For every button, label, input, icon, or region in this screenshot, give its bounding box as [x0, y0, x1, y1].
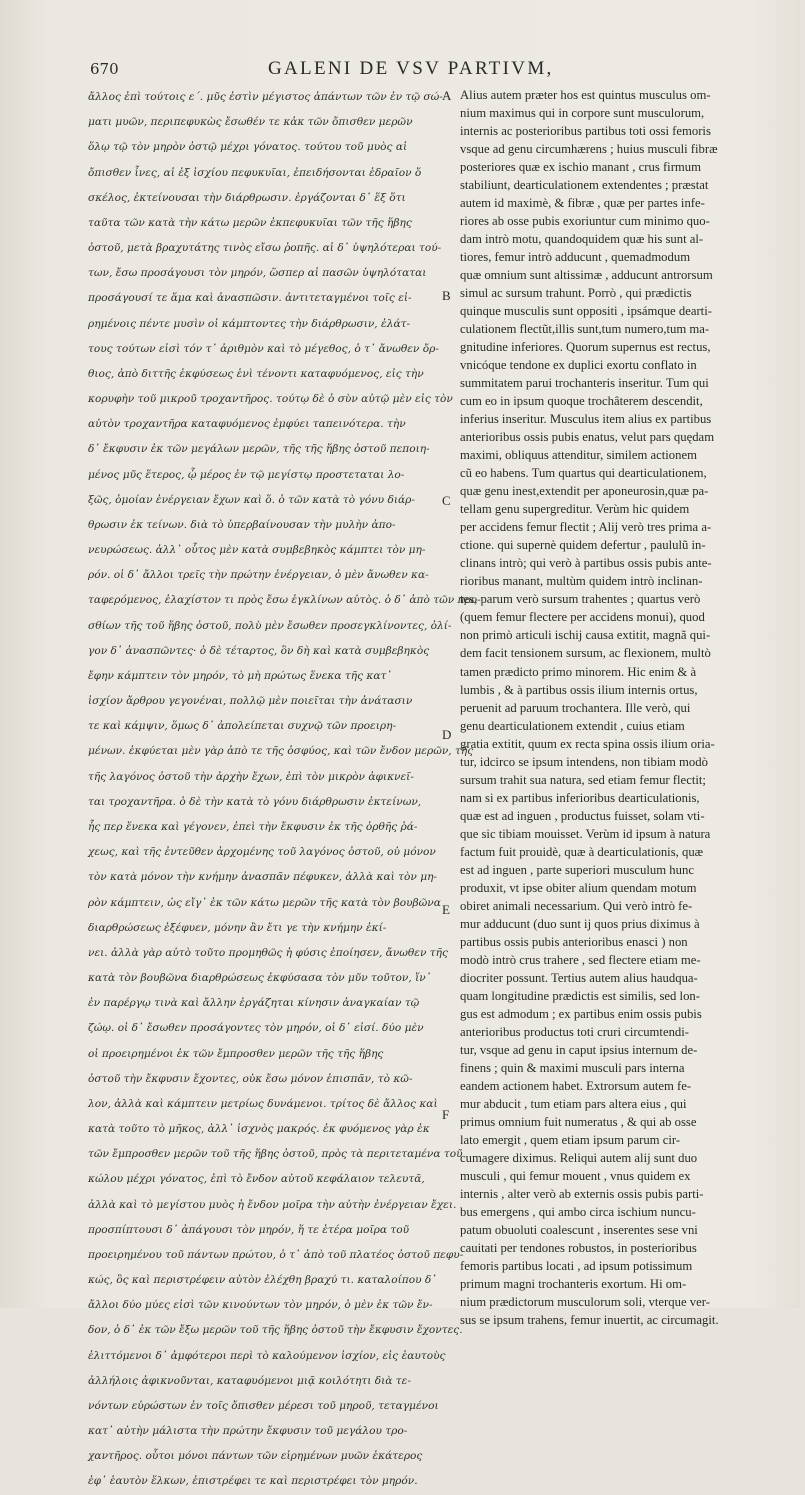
greek-text-line: κορυφὴν τοῦ μικροῦ τροχαντῆρος. τούτῳ δὲ ὁ σὺν αὐτῷ μὲν εἰς τὸν	[88, 393, 453, 406]
latin-text-line: vnicóque tendone ex duplici exortu conflato in	[460, 358, 697, 373]
latin-text-line: clinans intrò; qui verò à partibus ossis pubis ante-	[460, 556, 712, 571]
greek-text-line: κατὰ τοῦτο τὸ μῆκος, ἀλλ᾽ ἰσχνὸς μακρός. ἐκ φυόμενος γὰρ ἐκ	[88, 1123, 430, 1136]
greek-text-line: ὅλῳ τῷ τὸν μηρὸν ὀστῷ μέχρι γόνατος. τούτου τοῦ μυὸς αἱ	[88, 141, 408, 154]
latin-text-line: cauitati per tendones robustos, in posterioribus	[460, 1241, 697, 1255]
latin-text-line: inferius inseritur. Musculus item alius ex partibus	[460, 412, 712, 427]
latin-text-line: peruenit ad paruum trochantera. Ille verò, qui	[460, 700, 691, 715]
latin-text-line: lato emergit , quem etiam ipsum parum cir-	[460, 1132, 681, 1147]
greek-text-line: των, ἔσω προσάγουσι τὸν μηρόν, ὥσπερ αἱ πασῶν ὑψηλόταται	[88, 267, 427, 280]
greek-text-line: νόντων εὐρώστων ἐν τοῖς ὄπισθεν μέρεσι τοῦ μηροῦ, τεταγμένοι	[88, 1399, 439, 1412]
greek-text-line: νει. ἀλλὰ γὰρ αὐτὸ τοῦτο προμηθῶς ἡ φύσις ἐποίησεν, ἄνωθεν τῆς	[88, 946, 448, 959]
latin-text-line: patum obuoluti coalescunt , inserentes sese vni	[460, 1222, 698, 1237]
margin-marker-a: A	[442, 88, 452, 103]
latin-text-line: quæ est ad inguen , productus fuisset, solam vti-	[460, 808, 705, 823]
greek-text-line: κατ᾽ αὐτὴν μάλιστα τὴν πρώτην ἔκφυσιν τοῦ μεγάλου τρο-	[88, 1425, 408, 1438]
latin-text-line: anterioribus productus toti cruri circumtendi-	[460, 1024, 690, 1039]
margin-marker-b: B	[442, 288, 451, 303]
latin-text-line: genu dearticulationem extendit , cuius etiam	[460, 718, 685, 733]
latin-text-line: tur, idcirco se ipsum intendens, non tibiam modò	[460, 754, 708, 769]
greek-text-line: γον δ᾽ ἀνασπῶντες· ὁ δὲ τέταρτος, ὃν δὴ καὶ κατὰ συμβεβηκὸς	[88, 644, 430, 657]
latin-text-line: que sic tibiam mouisset. Verùm id ipsum à natura	[460, 826, 711, 841]
greek-text-line: χαντῆρος. οὗτοι μόνοι πάντων τῶν εἰρημένων μυῶν ἑκάτερος	[88, 1450, 423, 1463]
latin-text-line: primum magni trochanteris exortum. Hi om-	[460, 1277, 687, 1292]
margin-marker-e: E	[442, 902, 450, 917]
latin-text-line: anterioribus ossis pubis enatus, velut pars quędam	[460, 430, 715, 445]
latin-text-line: riores ab osse pubis exoriuntur cum minimo quo-	[460, 214, 710, 229]
greek-text-line: τῶν ἔμπροσθεν μερῶν τοῦ τῆς ἥβης ὀστοῦ, πρὸς τὰ περιτεταμένα τοῦ	[88, 1148, 463, 1161]
greek-text-line: προσάγουσί τε ἅμα καὶ ἀνασπῶσιν. ἀντιτεταγμένοι τοῖς εἰ-	[88, 292, 412, 305]
greek-text-line: μένων. ἐκφύεται μὲν γὰρ ἀπὸ τε τῆς ὀσφύος, καὶ τῶν ἔνδον μερῶν, τῆς	[88, 745, 474, 758]
greek-text-line: ξῶς, ὁμοίαν ἐνέργειαν ἔχων καὶ ὅ. ὁ τῶν κατὰ τὸ γόνυ διάρ-	[88, 493, 415, 506]
latin-text-line: tes, parum verò sursum trahentes ; quartus verò	[460, 592, 701, 607]
latin-text-line: posteriores quæ ex ischio manant , crus firmum	[460, 160, 702, 175]
latin-text-line: tellam genu supergreditur. Verùm hic quidem	[460, 502, 690, 517]
latin-text-line: est ad inguen , parte superiori musculum hunc	[460, 862, 694, 877]
greek-text-line: ἐλιττόμενοι δ᾽ ἀμφότεροι περὶ τὸ καλούμενον ἰσχίον, εἰς ἑαυτοὺς	[88, 1349, 446, 1362]
latin-text-line: cum eo in ipsum quoque trochâterem descendit,	[460, 394, 703, 409]
greek-text-line: θιος, ἀπὸ διττῆς ἐκφύσεως ἑνὶ τένοντι καταφυόμενος, εἰς τὴν	[88, 367, 424, 380]
greek-text-line: χεως, καὶ τῆς ἐντεῦθεν ἀρχομένης τοῦ λαγόνος ὀστοῦ, οὐ μόνον	[88, 846, 436, 859]
margin-marker-c: C	[442, 493, 451, 508]
greek-text-line: ἄλλοι δύο μύες εἰσὶ τῶν κινούντων τὸν μηρόν, ὁ μὲν ἐκ τῶν ἔν-	[88, 1299, 433, 1312]
latin-text-line: sursum trahit sua natura, sed etiam femur flectit;	[460, 772, 706, 787]
latin-text-column	[460, 86, 805, 1329]
greek-text-line: θρωσιν ἐκ τείνων. διὰ τὸ ὑπερβαίνουσαν τὴν μυλὴν ἀπο-	[88, 518, 396, 531]
latin-text-line: autem id maximè, & fibræ , quæ per partes infe-	[460, 196, 705, 211]
latin-text-line: gus est admodum ; ex partibus enim ossis pubis	[460, 1006, 702, 1021]
greek-text-line: ρημένοις πέντε μυσὶν οἱ κάμπτοντες τὴν διάρθρωσιν, ἐλάτ-	[88, 317, 411, 330]
greek-text-line: ταφερόμενος, ἐλαχίστον τι πρὸς ἔσω ἐγκλίνων αὐτὸς. ὁ δ᾽ ἀπὸ τῶν προ-	[88, 594, 481, 607]
greek-text-line: διαρθρώσεως ἐξέφυεν, μόνην ἂν ἔτι γε τὴν κνήμην ἐκί-	[88, 921, 387, 934]
greek-text-line: ἀλλήλοις ἀφικνοῦνται, καταφυόμενοι μιᾷ κοιλότητι διὰ τε-	[88, 1374, 411, 1387]
latin-text-line: mur abducit , tum etiam pars altera eius , qui	[460, 1096, 687, 1111]
latin-text-line: musculi , qui femur mouent , vnus quidem ex	[460, 1168, 691, 1183]
greek-text-line: κατὰ τὸν βουβῶνα διαρθρώσεως ἐκφύσασα τὸν μῦν τοῦτον, ἵν᾽	[88, 972, 431, 985]
page-number: 670	[90, 60, 119, 78]
greek-text-line: ὀστοῦ, μετὰ βραχυτάτης τινὸς εἴσω ῥοπῆς. αἱ δ᾽ ὑψηλότεραι τού-	[88, 242, 442, 255]
latin-text-line: obiret animali necessarium. Qui verò intrò fe-	[460, 898, 693, 913]
latin-text-line: quæ omnium sunt altissimæ , adducunt antrorsum	[460, 268, 713, 283]
greek-text-column	[88, 85, 481, 1495]
greek-text-line: οἱ προειρημένοι ἐκ τῶν ἔμπροσθεν μερῶν τῆς τῆς ἥβης	[88, 1047, 384, 1060]
latin-text-line: bus emergens , qui ambo circa ischium nuncu-	[460, 1204, 696, 1219]
greek-text-line: ἧς περ ἕνεκα καὶ γέγονεν, ἐπεὶ τὴν ἔκφυσιν ἐκ τῆς ὀρθῆς ῥά-	[88, 820, 418, 833]
greek-text-line: σθίων τῆς τοῦ ἥβης ὀστοῦ, πολὺ μὲν ἔσωθεν προσεγκλίνοντες, ὀλί-	[88, 619, 452, 632]
latin-text-line: culationem flectũt,illis sunt,tum numero,tum ma-	[460, 322, 710, 337]
latin-text-line: produxit, vt ipse obiter alium quendam motum	[460, 880, 697, 895]
latin-text-line: gratia extitit, quum ex recta spina ossis ilium oria-	[460, 736, 715, 751]
margin-marker-f: F	[442, 1107, 450, 1122]
latin-text-line: modò intrò crus trahere , sed flectere etiam me-	[460, 952, 701, 967]
latin-text-line: nam si ex partibus inferioribus dearticulationis,	[460, 790, 700, 805]
margin-marker-d: D	[442, 727, 452, 742]
latin-text-line: dem facit tensionem sursum, ac flexionem, multò	[460, 646, 711, 661]
latin-text-line: eandem actionem habet. Extrorsum autem fe-	[460, 1078, 692, 1093]
greek-text-line: ἀλλὰ καὶ τὸ μεγίστου μυὸς ἡ ἔνδον μοῖρα τὴν αὐτὴν ἐνέργειαν ἔχει.	[88, 1198, 457, 1211]
greek-text-line: προειρημένου τοῦ πάντων πρώτου, ὁ τ᾽ ἀπὸ τοῦ πλατέος ὀστοῦ πεφυ-	[88, 1248, 464, 1261]
greek-text-line: τὸν κατὰ μόνον τὴν κνήμην ἀνασπᾶν πέφυκεν, ἀλλὰ καὶ τὸν μη-	[88, 871, 438, 884]
greek-text-line: ζώῳ. οἱ δ᾽ ἔσωθεν προσάγοντες τὸν μηρόν, οἱ δ᾽ εἰσί. δύο μὲν	[88, 1022, 424, 1035]
latin-text-line: cumagere diximus. Reliqui autem alij sunt duo	[460, 1150, 698, 1165]
latin-text-line: non primò articuli ischij causa extitit, magnã qui-	[460, 628, 711, 643]
latin-text-line: nium prædictorum musculorum soli, vterque ver-	[460, 1295, 710, 1310]
greek-text-line: προσπίπτουσι δ᾽ ἀπάγουσι τὸν μηρόν, ἥ τε ἑτέρα μοῖρα τοῦ	[88, 1223, 410, 1236]
latin-text-line: summitatem parui trochanteris inseritur. Tum qui	[460, 376, 709, 391]
latin-text-line: maximi, obliquus attenditur, similem actionem	[460, 448, 697, 463]
greek-text-line: ρόν. οἱ δ᾽ ἄλλοι τρεῖς τὴν πρώτην ἐνέργειαν, ὁ μὲν ἄνωθεν κα-	[88, 569, 429, 582]
latin-text-line: internis , alter verò ab externis ossis pubis parti-	[460, 1186, 704, 1201]
greek-text-line: ὄπισθεν ἶνες, αἱ ἐξ ἰσχίου πεφυκυῖαι, ἐπειδήσονται ἑδραῖον ὅ	[88, 166, 422, 179]
greek-text-line: δ᾽ ἔκφυσιν ἐκ τῶν μεγάλων μερῶν, τῆς τῆς ἥβης ὀστοῦ πεποιη-	[88, 443, 430, 456]
latin-text-line: ctione. qui supernè quidem defertur , paululũ in-	[460, 538, 706, 553]
latin-text-line: sus se ipsum trahens, femur inuertit, ac circumagit.	[460, 1313, 719, 1328]
latin-text-line: Alius autem præter hos est quintus musculus om-	[460, 88, 711, 102]
latin-text-line: rioribus manant, multùm quidem intrò inclinan-	[460, 574, 703, 589]
greek-text-line: ματι μυῶν, περιπεφυκὼς ἔσωθέν τε κἀκ τῶν ὄπισθεν μερῶν	[88, 116, 413, 129]
greek-text-line: ταῦτα τῶν κατὰ τὴν κάτω μερῶν ἐκπεφυκυῖαι τῶν τῆς ἥβης	[88, 216, 412, 229]
greek-text-line: τῆς λαγόνος ὀστοῦ τὴν ἀρχὴν ἔχων, ἐπὶ τὸν μικρὸν ἀφικνεῖ-	[88, 770, 414, 783]
latin-text-line: nium maximus qui in corpore sunt musculorum,	[460, 106, 705, 121]
latin-text-line: cũ eo habens. Tum quartus qui dearticulationem,	[460, 466, 707, 481]
latin-text-line: (quem femur flectere per accidens monui), quod	[460, 610, 705, 625]
greek-text-line: σκέλος, ἐκτείνουσαι τὴν διάρθρωσιν. ἐργάζονται δ᾽ ἕξ ὅτι	[88, 191, 406, 204]
greek-text-line: νευρώσεως. ἀλλ᾽ οὗτος μὲν κατὰ συμβεβηκὸς κάμπτει τὸν μη-	[88, 544, 426, 557]
greek-text-line: ἔφην κάμπτειν τὸν μηρόν, τὸ μὴ πρώτως ἕνεκα τῆς κατ᾽	[88, 669, 392, 682]
greek-text-line: αὐτὸν τροχαντῆρα καταφυόμενος ἐμφύει ταπεινότερα. τὴν	[88, 418, 406, 431]
latin-text-line: finens ; quin & maximi musculi pars interna	[460, 1060, 685, 1075]
latin-text-line: dam intrò motu, quandoquidem quæ his sunt al-	[460, 232, 704, 247]
greek-text-line: κώς, ὃς καὶ περιστρέφειν αὐτὸν ἐλέχθη βραχύ τι. καταλοίπου δ᾽	[88, 1274, 437, 1287]
latin-text-line: vsque ad genu circumhærens ; huius musculi fibræ	[460, 142, 718, 157]
greek-text-line: λον, ἀλλὰ καὶ κάμπτειν μετρίως δυνάμενοι. τρίτος δὲ ἄλλος καὶ	[88, 1097, 438, 1110]
latin-text-line: quæ genu inest,extendit per aponeurosin,quæ pa-	[460, 484, 709, 499]
greek-text-line: ται τροχαντῆρα. ὁ δὲ τὴν κατὰ τὸ γόνυ διάρθρωσιν ἐκτείνων,	[88, 795, 422, 808]
latin-text-line: partibus ossis pubis anterioribus enasci ) non	[460, 934, 688, 949]
greek-text-line: ρὸν κάμπτειν, ὡς εἴγ᾽ ἐκ τῶν κάτω μερῶν τῆς κατὰ τὸν βουβῶνα	[88, 896, 441, 909]
latin-text-line: gnitudine inferiores. Quorum supernus est rectus,	[460, 340, 711, 355]
latin-text-line: diocriter possunt. Tertius autem alius haudqua-	[460, 970, 698, 985]
latin-text-line: tur, vsque ad genu in caput ipsius internum de-	[460, 1042, 698, 1057]
latin-text-line: simul ac sursum trahunt. Porrò , qui prædictis	[460, 286, 692, 301]
greek-text-line: ἐν παρέργῳ τινὰ καὶ ἄλλην ἐργάζηται κίνησιν ἀναγκαίαν τῷ	[88, 997, 420, 1010]
latin-text-line: tamen prædicto primo minorem. Hic enim & à	[460, 664, 697, 679]
latin-text-line: factum fuit prouidè, quæ à dearticulationis, quæ	[460, 844, 704, 859]
greek-text-line: ὀστοῦ τὴν ἔκφυσιν ἔχοντες, οὐκ ἔσω μόνον ἐπισπᾶν, τὸ κῶ-	[88, 1072, 413, 1085]
greek-text-line: τους τούτων εἰσὶ τόν τ᾽ ἀριθμὸν καὶ τὸ μέγεθος, ὁ τ᾽ ἄνωθεν ὄρ-	[88, 342, 439, 355]
latin-text-line: stabiliunt, dearticulationem extendentes ; præstat	[460, 178, 709, 193]
latin-text-line: primus omnium fuit numeratus , & qui ab osse	[460, 1114, 697, 1129]
latin-text-line: tiores, femur intrò adducunt , quemadmodum	[460, 250, 691, 265]
latin-text-line: per accidens femur flectit ; Alij verò tres prima a-	[460, 520, 712, 535]
greek-text-line: μένος μῦς ἕτερος, ᾧ μέρος ἐν τῷ μεγίστῳ προστεταται λο-	[88, 468, 405, 481]
latin-text-line: mur adducunt (duo sunt ij quos prius diximus à	[460, 916, 700, 931]
latin-text-line: quinque musculis sunt oppositi , ipsámque dearti-	[460, 304, 712, 319]
greek-text-line: τε καὶ κάμψιν, ὅμως δ᾽ ἀπολείπεται συχνῷ τῶν προειρη-	[88, 720, 397, 733]
greek-text-line: κώλου μέχρι γόνατος, ἐπὶ τὸ ἔνδον αὐτοῦ κεφάλαιον τελευτᾶ,	[88, 1173, 425, 1186]
greek-text-line: δον, ὁ δ᾽ ἐκ τῶν ἔξω μερῶν τοῦ τῆς ἥβης ὀστοῦ τὴν ἔκφυσιν ἔχοντες.	[88, 1324, 463, 1337]
running-head: GALENI DE VSV PARTIVM,	[268, 58, 554, 79]
greek-text-line: ἐφ᾽ ἑαυτὸν ἕλκων, ἐπιστρέφει τε καὶ περιστρέφει τὸν μηρόν.	[88, 1475, 418, 1488]
latin-text-line: internis ac posterioribus partibus toti ossi femoris	[460, 124, 711, 139]
greek-text-line: ἄλλος ἐπὶ τούτοις ε΄. μῦς ἐστὶν μέγιστος ἁπάντων τῶν ἐν τῷ σώ-	[88, 91, 443, 103]
greek-text-line: ἰσχίον ἄρθρου γεγονέναι, πολλῷ μὲν ποιεῖται τὴν ἀνάτασιν	[88, 695, 413, 708]
latin-text-line: femoris partibus locati , ad ipsum potissimum	[460, 1259, 693, 1274]
latin-text-line: quam longitudine prædictis est similis, sed lon-	[460, 988, 700, 1003]
latin-text-line: lumbis , & à partibus ossis ilium internis ortus,	[460, 682, 698, 697]
